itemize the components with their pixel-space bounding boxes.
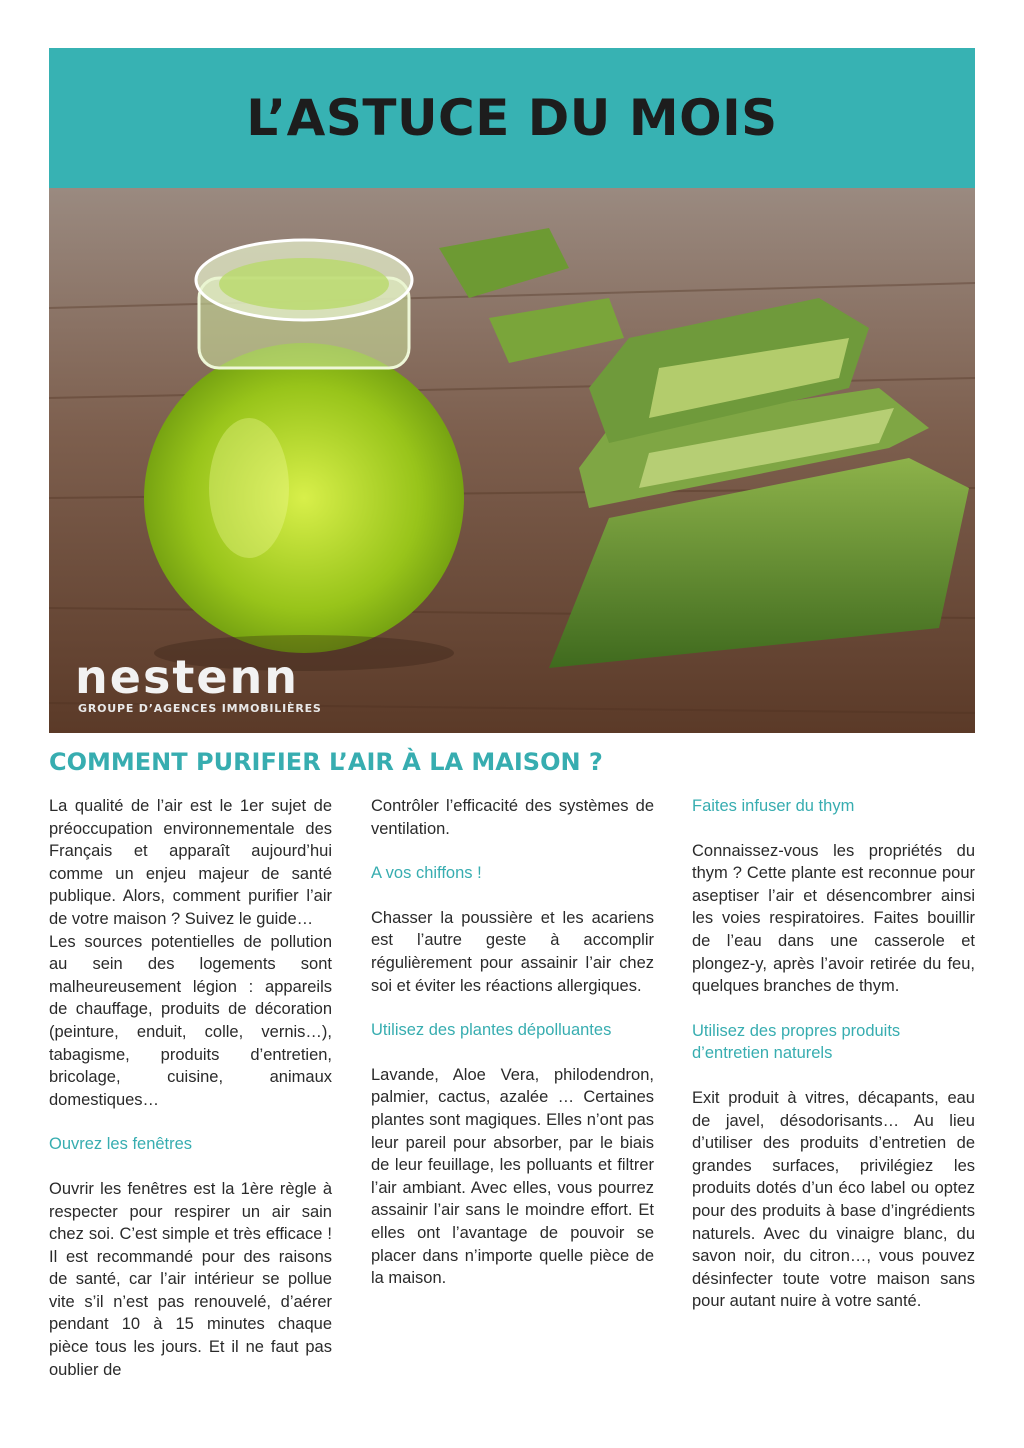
article-column-3	[692, 795, 975, 1335]
plants-paragraph: Lavande, Aloe Vera, philodendron, palmier, cactus, azalée … Certaines plantes sont magiques. Elles n’ont pas leur pareil pour absorber, par le biais de leur feuillage, les polluants et filtrer l’air ambiant. Avec elles, vous pourrez assainir l’air sans le moindre effort. Et elles ont l’avantage de pouvoir se placer dans n’importe quelle pièce de la maison.	[371, 1065, 654, 1288]
heading-open-windows: Ouvrez les fenêtres	[49, 1135, 193, 1154]
nestenn-logo: nestenn	[75, 650, 300, 704]
article-title: COMMENT PURIFIER L’AIR À LA MAISON ?	[49, 748, 603, 776]
thyme-paragraph: Connaissez-vous les propriétés du thym ? Cette plante est reconnue pour aseptiser l’air et désencombrer ainsi les voies respiratoires. Faites bouillir de l’eau dans une casserole et plongez-y, après l’avoir retirée du feu, quelques branches de thym.	[692, 841, 975, 996]
intro-paragraph: La qualité de l’air est le 1er sujet de préoccupation environnementale des Français et apparaît aujourd’hui comme un enjeu majeur de santé publique. Alors, comment purifier l’air de votre maison ? Suivez le guide…	[49, 797, 332, 928]
rags-paragraph: Chasser la poussière et les acariens est l’autre geste à accomplir régulièrement pour assainir l’air chez soi et éviter les réactions allergiques.	[371, 908, 654, 995]
pollution-sources-paragraph: Les sources potentielles de pollution au sein des logements sont malheureusement légion : appareils de chauffage, produits de décoration (peinture, enduit, colle, vernis…), tabagisme, produits d’entretien, bricolage, cuisine, animaux domestiques…	[49, 932, 332, 1109]
ventilation-paragraph: Contrôler l’efficacité des systèmes de ventilation.	[371, 797, 654, 838]
nestenn-logo-subtitle: GROUPE D’AGENCES IMMOBILIÈRES	[78, 702, 322, 715]
heading-rags: A vos chiffons !	[371, 864, 482, 883]
page-header-banner	[49, 48, 975, 188]
heading-thyme: Faites infuser du thym	[692, 797, 855, 815]
article-column-1	[49, 795, 332, 1403]
natural-products-paragraph: Exit produit à vitres, décapants, eau de javel, désodorisants… Au lieu d’utiliser des produits d’entretien de grandes surfaces, privilégiez les produits dotés d’un éco label ou optez pour des produits à base d’ingrédients naturels. Avec du vinaigre blanc, du savon noir, du citron…, vous pouvez désinfecter toute votre maison sans pour autant nuire à votre santé.	[692, 1088, 975, 1311]
article-column-2	[371, 795, 654, 1312]
heading-plants: Utilisez des plantes dépolluantes	[371, 1021, 612, 1040]
page-title: L’ASTUCE DU MOIS	[246, 89, 778, 147]
open-windows-paragraph: Ouvrir les fenêtres est la 1ère règle à respecter pour respirer un air sain chez soi. C’est simple et très efficace ! Il est recommandé pour des raisons de santé, car l’air intérieur se pollue vite s’il n’est pas renouvelé, d’aérer pendant 10 à 15 minutes chaque pièce tous les jours. Et il ne faut pas oublier de	[49, 1179, 332, 1379]
heading-natural-products: Utilisez des propres produits d’entretien naturels	[692, 1021, 901, 1063]
